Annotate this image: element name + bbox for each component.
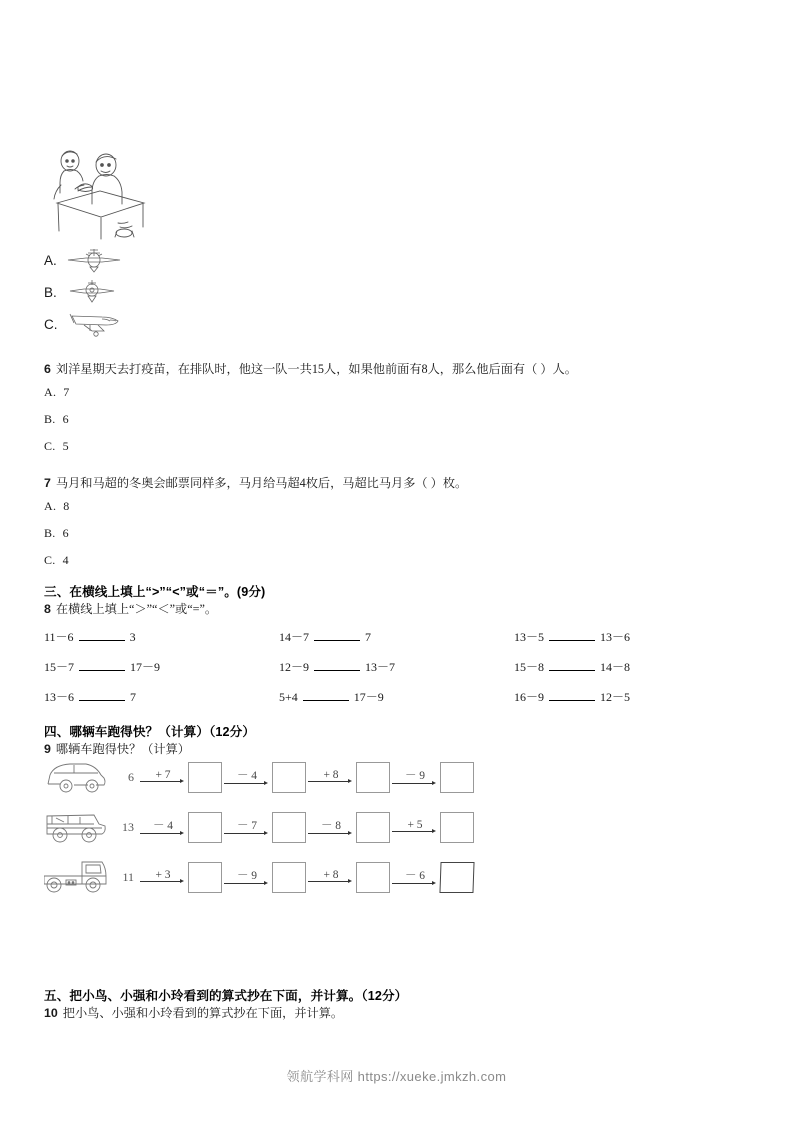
- comparison-blank[interactable]: [549, 661, 595, 671]
- chain-start-value: 6: [128, 769, 134, 784]
- calculation-chains: [44, 752, 474, 902]
- choice-letter: A.: [44, 499, 57, 513]
- comparison-left: 5+4: [279, 690, 298, 704]
- choice-text: 5: [62, 439, 69, 453]
- comparison-right: 7: [365, 630, 372, 644]
- chain-operation: [138, 769, 188, 785]
- comparison-row: [44, 658, 750, 688]
- choice-text: 4: [62, 553, 69, 567]
- answer-box[interactable]: [356, 762, 390, 793]
- jeep-suv-icon: [44, 806, 108, 848]
- flatbed-truck-icon: [44, 856, 108, 898]
- question-6-number: 6: [44, 362, 51, 376]
- answer-box[interactable]: [440, 762, 474, 793]
- operation-label: + 5: [407, 819, 423, 831]
- operation-label: － 4: [236, 770, 258, 782]
- question-7: [44, 474, 750, 493]
- choice-text: 7: [63, 385, 70, 399]
- comparison-blank[interactable]: [314, 631, 360, 641]
- comparison-right: 17－9: [130, 660, 161, 674]
- question-8-stem: 在横线上填上“＞”“＜”或“=”。: [55, 602, 218, 616]
- calculation-chain-row: [44, 852, 474, 902]
- answer-box[interactable]: [356, 862, 390, 893]
- footer-watermark: 领航学科网 https://xueke.jmkzh.com: [286, 1069, 507, 1084]
- comparison-left: 13－5: [514, 630, 545, 644]
- arrow-right-icon: [140, 778, 186, 785]
- question-8-number: 8: [44, 602, 51, 616]
- choice-text: 6: [62, 526, 69, 540]
- arrow-right-icon: [140, 878, 186, 885]
- chain-operation: [306, 817, 356, 837]
- arrow-right-icon: [392, 880, 438, 887]
- comparison-item[interactable]: [44, 658, 279, 675]
- arrow-right-icon: [392, 828, 438, 835]
- chain-start-value: 11: [122, 869, 134, 884]
- operation-label: － 7: [236, 820, 258, 832]
- answer-box[interactable]: [188, 762, 222, 793]
- operation-label: － 9: [404, 770, 426, 782]
- arrow-right-icon: [308, 878, 354, 885]
- comparison-blank[interactable]: [79, 631, 125, 641]
- comparison-item[interactable]: [279, 658, 514, 675]
- question-6-choice-b[interactable]: [44, 412, 69, 427]
- choice-letter: A.: [44, 385, 57, 399]
- comparison-grid: [44, 628, 750, 718]
- comparison-right: 12－5: [600, 690, 631, 704]
- question-8: [44, 600, 217, 617]
- question-7-number: 7: [44, 476, 51, 490]
- comparison-left: 12－9: [279, 660, 310, 674]
- question-5-options-block: [44, 143, 234, 339]
- question-6-choice-c[interactable]: [44, 439, 69, 454]
- operation-label: + 3: [155, 869, 171, 881]
- comparison-blank[interactable]: [79, 691, 125, 701]
- option-b-letter: B.: [44, 284, 57, 300]
- operation-label: + 8: [323, 869, 339, 881]
- question-6-stem: 刘洋星期天去打疫苗，在排队时，他这一队一共15人，如果他前面有8人，那么他后面有（ ）人。: [55, 362, 577, 376]
- comparison-left: 16－9: [514, 690, 545, 704]
- arrow-right-icon: [224, 880, 270, 887]
- answer-box[interactable]: [439, 862, 474, 893]
- section-four-heading: 四、哪辆车跑得快？（计算）（12分）: [44, 725, 256, 739]
- operation-label: － 4: [152, 820, 174, 832]
- operation-label: － 6: [404, 870, 426, 882]
- option-a-row[interactable]: [44, 245, 234, 275]
- question-9-stem: 哪辆车跑得快？（计算）: [55, 742, 190, 756]
- arrow-right-icon: [224, 830, 270, 837]
- answer-box[interactable]: [272, 862, 306, 893]
- section-three-heading: 三、在横线上填上“>”“<”或“＝”。(9分): [44, 585, 266, 599]
- comparison-blank[interactable]: [79, 661, 125, 671]
- comparison-blank[interactable]: [549, 691, 595, 701]
- operation-label: － 8: [320, 820, 342, 832]
- arrow-right-icon: [308, 778, 354, 785]
- question-10-number: 10: [44, 1006, 58, 1020]
- option-b-row[interactable]: [44, 277, 234, 307]
- comparison-left: 15－8: [514, 660, 545, 674]
- airplane-front-view-icon: [66, 247, 122, 273]
- calculation-chain-row: [44, 802, 474, 852]
- comparison-row: [44, 628, 750, 658]
- chain-start-value: 13: [122, 819, 134, 834]
- question-10-stem: 把小鸟、小强和小玲看到的算式抄在下面，并计算。: [62, 1006, 344, 1020]
- arrow-right-icon: [392, 780, 438, 787]
- comparison-right: 13－7: [365, 660, 396, 674]
- answer-box[interactable]: [188, 862, 222, 893]
- chain-operation: [306, 769, 356, 785]
- question-9-number: 9: [44, 742, 51, 756]
- operation-label: + 7: [155, 769, 171, 781]
- question-10: [44, 1004, 343, 1021]
- chain-operation: [306, 869, 356, 885]
- comparison-blank[interactable]: [303, 691, 349, 701]
- section-five-heading: 五、把小鸟、小强和小玲看到的算式抄在下面，并计算。（12分）: [44, 989, 408, 1003]
- comparison-right: 7: [130, 690, 137, 704]
- comparison-item[interactable]: [514, 658, 749, 675]
- comparison-item[interactable]: [44, 688, 279, 705]
- choice-text: 6: [62, 412, 69, 426]
- choice-letter: C.: [44, 439, 56, 453]
- airplane-side-view-icon: [66, 310, 122, 338]
- comparison-right: 3: [129, 630, 136, 644]
- chain-operation: [390, 767, 440, 787]
- chain-operation: [222, 817, 272, 837]
- answer-box[interactable]: [356, 812, 390, 843]
- comparison-right: 17－9: [353, 690, 384, 704]
- arrow-right-icon: [224, 780, 270, 787]
- chain-operation: [222, 767, 272, 787]
- answer-box[interactable]: [440, 812, 474, 843]
- comparison-blank[interactable]: [314, 661, 360, 671]
- calculation-chain-row: [44, 752, 474, 802]
- operation-label: － 9: [236, 870, 258, 882]
- chain-operation: [222, 867, 272, 887]
- comparison-right: 13－6: [600, 630, 631, 644]
- choice-letter: B.: [44, 526, 56, 540]
- comparison-item[interactable]: [279, 688, 514, 705]
- chain-operation: [390, 867, 440, 887]
- answer-box[interactable]: [188, 812, 222, 843]
- question-6: [44, 360, 750, 379]
- comparison-item[interactable]: [279, 628, 514, 645]
- question-6-choice-a[interactable]: [44, 385, 70, 400]
- option-a-letter: A.: [44, 252, 57, 268]
- choice-letter: C.: [44, 553, 56, 567]
- answer-box[interactable]: [272, 762, 306, 793]
- comparison-left: 11－6: [44, 630, 74, 644]
- choice-text: 8: [63, 499, 70, 513]
- arrow-right-icon: [140, 830, 186, 837]
- comparison-item[interactable]: [514, 628, 749, 645]
- option-c-letter: C.: [44, 316, 58, 332]
- two-children-at-table-illustration: [44, 143, 234, 243]
- chain-operation: [138, 817, 188, 837]
- comparison-item[interactable]: [44, 628, 279, 645]
- question-7-choice-c[interactable]: [44, 553, 69, 568]
- comparison-left: 13－6: [44, 690, 75, 704]
- comparison-left: 15－7: [44, 660, 75, 674]
- question-7-stem: 马月和马超的冬奥会邮票同样多，马月给马超4枚后，马超比马月多（ ）枚。: [55, 476, 468, 490]
- comparison-blank[interactable]: [549, 631, 595, 641]
- chain-operation: [138, 869, 188, 885]
- chain-operation: [390, 819, 440, 835]
- question-7-choice-a[interactable]: [44, 499, 70, 514]
- choice-letter: B.: [44, 412, 56, 426]
- comparison-row: [44, 688, 750, 718]
- comparison-item[interactable]: [514, 688, 749, 705]
- comparison-left: 14－7: [279, 630, 310, 644]
- operation-label: + 8: [323, 769, 339, 781]
- sedan-car-icon: [44, 756, 108, 798]
- answer-box[interactable]: [272, 812, 306, 843]
- arrow-right-icon: [308, 830, 354, 837]
- question-7-choice-b[interactable]: [44, 526, 69, 541]
- airplane-front-small-icon: [66, 279, 118, 305]
- comparison-right: 14－8: [600, 660, 631, 674]
- option-c-row[interactable]: [44, 309, 234, 339]
